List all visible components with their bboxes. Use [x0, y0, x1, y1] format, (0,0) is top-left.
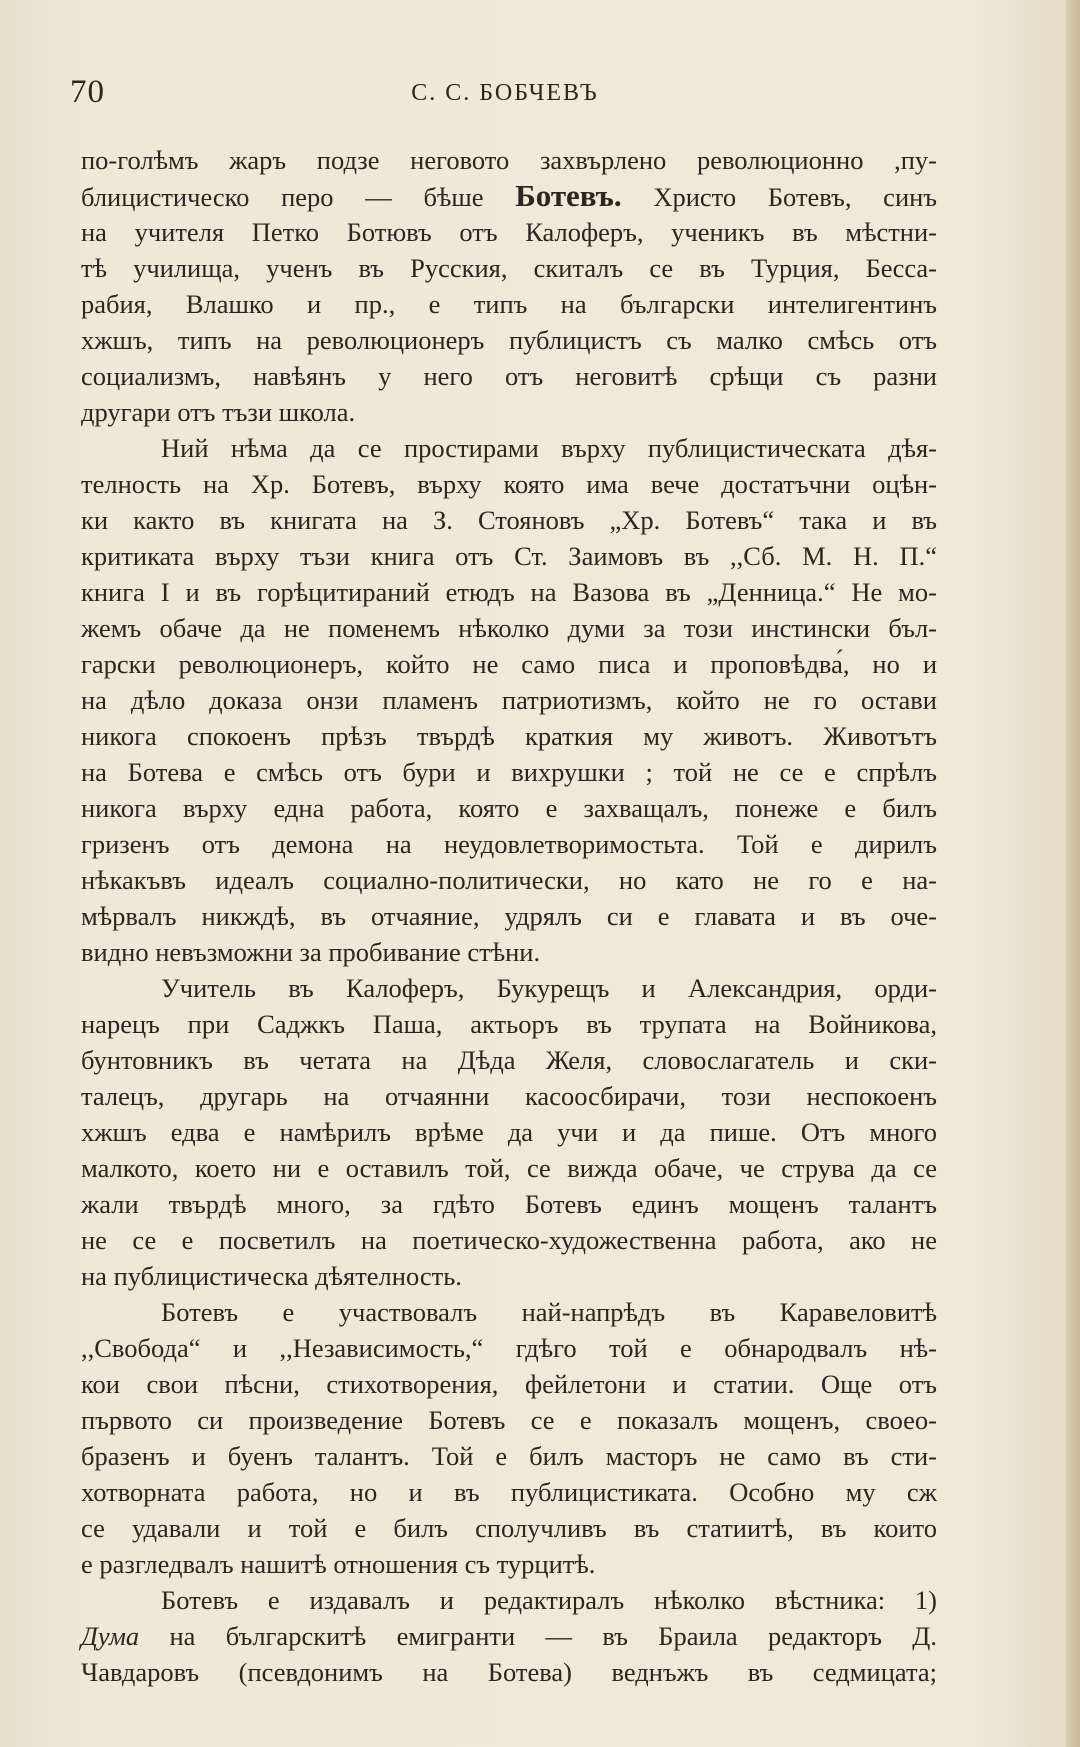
text-line: хотворната работа, но и въ публицистиката. Особно му сж: [81, 1477, 937, 1507]
text-line: първото си произведение Ботевъ се е показалъ мощенъ, своео-: [81, 1405, 937, 1435]
text-line: критиката върху тъзи книга отъ Ст. Заимовъ въ ,,Сб. М. Н. П.“: [81, 541, 937, 571]
text-line: на дѣло доказа онзи пламенъ патриотизмъ, който не го остави: [81, 685, 937, 715]
text-line: е разгледвалъ нашитѣ отношения съ турцитѣ.: [81, 1549, 596, 1579]
text-line: другари отъ тъзи школа.: [81, 397, 356, 427]
text-line: социализмъ, навѣянъ у него отъ неговитѣ срѣщи съ разни: [81, 361, 937, 391]
text-line: телность на Хр. Ботевъ, върху която има вече достатъчни оцѣн-: [81, 469, 937, 499]
paragraph: [81, 142, 937, 430]
paragraph: [81, 1294, 937, 1582]
text-run: блицистическо перо — бѣше: [81, 182, 516, 212]
text-line: рабия, Влашко и пр., е типъ на български интелигентинъ: [81, 289, 937, 319]
text-line: хжшъ едва е намѣрилъ врѣме да учи и да пише. Отъ много: [81, 1117, 937, 1147]
text-line: бунтовникъ въ четата на Дѣда Желя, словослагатель и ски-: [81, 1045, 937, 1075]
text-line: бразенъ и буенъ талантъ. Той е билъ масторъ не само въ сти-: [81, 1441, 937, 1471]
text-line: Учитель въ Калоферъ, Букурещъ и Александрия, орди-: [161, 973, 937, 1003]
text-run: Христо Ботевъ, синъ: [621, 182, 938, 212]
text-line: Чавдаровъ (псевдонимъ на Ботева) веднъжъ въ седмицата;: [81, 1657, 937, 1687]
text-line: кои свои пѣсни, стихотворения, фейлетони и статии. Още отъ: [81, 1369, 937, 1399]
text-line: никога спокоенъ прѣзъ твърдѣ краткия му животъ. Животътъ: [81, 721, 937, 751]
paragraph: [81, 970, 937, 1294]
text-line: жемъ обаче да не поменемъ нѣколко думи за този инстински бъл-: [81, 613, 937, 643]
text-line: гризенъ отъ демона на неудовлетворимостьта. Той е дирилъ: [81, 829, 937, 859]
text-line: не се е посветилъ на поетическо-художественна работа, ако не: [81, 1225, 937, 1255]
paragraph: [81, 1582, 937, 1690]
text-line: никога върху една работа, която е захващалъ, понеже е билъ: [81, 793, 937, 823]
page-edge: [1066, 0, 1080, 1747]
bold-name: Ботевъ.: [515, 178, 622, 213]
text-line: [81, 178, 937, 214]
text-line: малкото, което ни е оставилъ той, се вижда обаче, че струва да се: [81, 1153, 937, 1183]
text-line: жали твърдѣ много, за гдѣто Ботевъ единъ мощенъ талантъ: [81, 1189, 937, 1219]
text-line: на Ботева е смѣсь отъ бури и вихрушки ; той не се е спрѣлъ: [81, 757, 937, 787]
italic-title: Дума: [81, 1621, 140, 1651]
text-line: Ботевъ е издавалъ и редактиралъ нѣколко вѣстника: 1): [161, 1585, 937, 1615]
text-line: хжшъ, типъ на революционеръ публицистъ съ малко смѣсь отъ: [81, 325, 937, 355]
text-line: гарски революционеръ, който не само писа и проповѣдва́, но и: [81, 649, 937, 679]
text-line: [81, 1618, 937, 1654]
text-line: по-голѣмъ жаръ подзе неговото захвърлено революционно ,пу-: [81, 145, 937, 175]
text-run: на българскитѣ емигранти — въ Браила редакторъ Д.: [139, 1621, 937, 1651]
text-line: талецъ, другарь на отчаянни касоосбирачи, този неспокоенъ: [81, 1081, 937, 1111]
text-line: книга I и въ горѣцитираний етюдъ на Вазова въ „Денница.“ Не мо-: [81, 577, 937, 607]
page-number: 70: [70, 74, 105, 110]
text-line: ,,Свобода“ и ,,Независимость,“ гдѣго той е обнародвалъ нѣ-: [81, 1333, 937, 1363]
text-line: нѣкакъвъ идеалъ социално-политически, но като не го е на-: [81, 865, 937, 895]
text-line: тѣ училища, ученъ въ Русския, скиталъ се въ Турция, Беcса-: [81, 253, 937, 283]
text-line: видно невъзможни за пробивание стѣни.: [81, 937, 541, 967]
body-text: [81, 142, 937, 1690]
text-line: се удавали и той е билъ сполучливъ въ статиитѣ, въ които: [81, 1513, 937, 1543]
text-line: ки както въ книгата на З. Стояновъ „Хр. Ботевъ“ така и въ: [81, 505, 937, 535]
text-line: мѣрвалъ никждѣ, въ отчаяние, удрялъ си е главата и въ оче-: [81, 901, 937, 931]
text-line: Ботевъ е участвовалъ най-напрѣдъ въ Каравеловитѣ: [161, 1297, 937, 1327]
text-line: Ний нѣма да се простирами върху публицистическата дѣя-: [161, 433, 937, 463]
text-line: нарецъ при Саджкъ Паша, актьоръ въ трупата на Войникова,: [81, 1009, 937, 1039]
running-title: С. С. БОБЧЕВЪ: [411, 80, 599, 106]
text-line: на публицистическа дѣятелность.: [81, 1261, 462, 1291]
text-line: на учителя Петко Ботювъ отъ Калоферъ, ученикъ въ мѣстни-: [81, 217, 937, 247]
page-header: [70, 74, 940, 120]
paragraph: [81, 430, 937, 970]
